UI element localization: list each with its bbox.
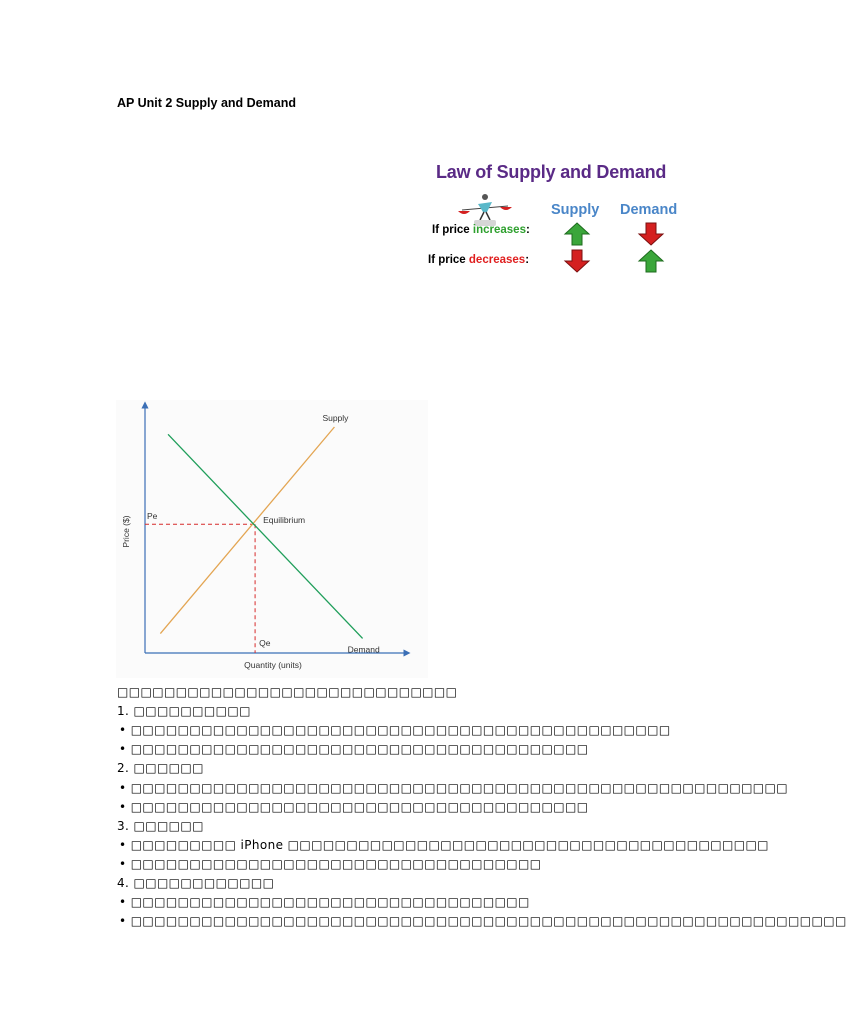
demand-curve — [168, 434, 363, 638]
balance-scale-figure-icon — [456, 192, 512, 228]
supply-curve-label: Supply — [322, 413, 349, 424]
x-axis-label: Quantity (units) — [244, 660, 302, 670]
bullet-line: • □□□□□□□□□□□□□□□□□□□□□□□□□□□□□□□□□□□□□□□ — [119, 742, 589, 757]
supply-up-arrow-icon — [564, 222, 590, 246]
bullet-line: • □□□□□□□□□□□□□□□□□□□□□□□□□□□□□□□□□□□□□□□□□□□□□□□□□□□□□□□□ — [119, 780, 789, 795]
section-heading: 1. □□□□□□□□□□ — [117, 704, 251, 719]
equilibrium-label: Equilibrium — [263, 515, 306, 526]
supply-curve — [160, 427, 334, 634]
demand-curve-label: Demand — [347, 644, 380, 655]
demand-up-arrow-icon — [638, 249, 664, 273]
section-heading: 3. □□□□□□ — [117, 818, 204, 833]
increases-word: increases — [472, 224, 526, 236]
row-price-increases — [432, 224, 530, 236]
row-suffix: : — [525, 224, 530, 236]
demand-column-header: Demand — [620, 202, 678, 218]
law-of-supply-demand-graphic — [426, 158, 688, 276]
supply-down-arrow-icon — [564, 249, 590, 273]
bullet-line: • □□□□□□□□□□□□□□□□□□□□□□□□□□□□□□□□□□□□□□□ — [119, 799, 589, 814]
bullet-line: • □□□□□□□□□ iPhone □□□□□□□□□□□□□□□□□□□□□□□□□□□□□□□□□□□□□□□□□ — [119, 837, 769, 852]
bullet-line: • □□□□□□□□□□□□□□□□□□□□□□□□□□□□□□□□□□□ — [119, 856, 542, 871]
price-equilibrium-label: Pe — [147, 511, 158, 522]
section-heading: 4. □□□□□□□□□□□□ — [117, 876, 275, 890]
decreases-word: decreases — [468, 254, 526, 266]
supply-column-header: Supply — [551, 202, 600, 218]
supply-demand-chart-svg — [116, 400, 428, 678]
bullet-line: • □□□□□□□□□□□□□□□□□□□□□□□□□□□□□□□□□□□□□□□□□□□□□□ — [119, 723, 671, 738]
document-title: AP Unit 2 Supply and Demand — [117, 96, 296, 110]
row-prefix: If price — [428, 254, 469, 266]
demand-down-arrow-icon — [638, 222, 664, 246]
quantity-equilibrium-label: Qe — [259, 638, 271, 648]
bullet-line: • □□□□□□□□□□□□□□□□□□□□□□□□□□□□□□□□□□ — [119, 895, 530, 910]
row-price-decreases — [428, 254, 529, 266]
intro-line: □□□□□□□□□□□□□□□□□□□□□□□□□□□□□ — [117, 685, 458, 699]
y-axis-label: Price ($) — [121, 515, 131, 548]
law-graphic-title: Law of Supply and Demand — [436, 162, 667, 182]
section-heading: 2. □□□□□□ — [117, 761, 204, 776]
row-prefix: If price — [432, 224, 473, 236]
bullet-line: • □□□□□□□□□□□□□□□□□□□□□□□□□□□□□□□□□□□□□□□□□□□□□□□□□□□□□□□□□□□□□ — [119, 914, 847, 929]
row-suffix: : — [525, 254, 530, 266]
supply-demand-chart — [116, 400, 428, 678]
